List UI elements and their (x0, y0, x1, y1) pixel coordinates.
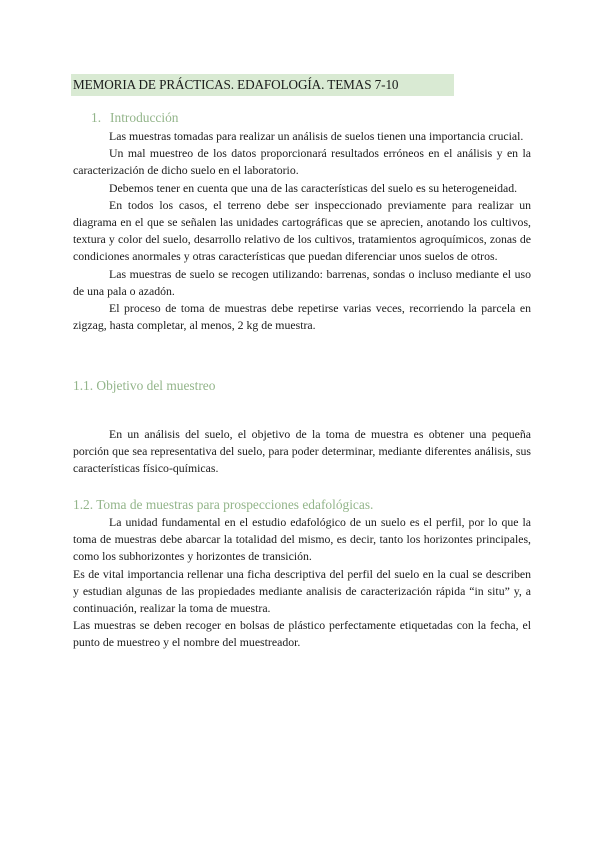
section-heading-toma-muestras: 1.2. Toma de muestras para prospecciones edafológicas. (73, 497, 374, 512)
section-heading-objetivo: 1.1. Objetivo del muestreo (73, 378, 216, 393)
paragraph: En un análisis del suelo, el objetivo de la toma de muestra es obtener una pequeña porción que sea representativa del suelo, para poder determinar, mediante diferentes análisis, sus características físico-químicas. (73, 427, 531, 476)
section-number: 1. (91, 110, 102, 125)
paragraph: El proceso de toma de muestras debe repetirse varias veces, recorriendo la parcela en zigzag, hasta completar, al menos, 2 kg de muestra. (73, 301, 531, 333)
paragraph: Las muestras tomadas para realizar un análisis de suelos tienen una importancia crucial. (109, 129, 524, 143)
introduccion-body (73, 128, 531, 334)
paragraph: Es de vital importancia rellenar una ficha descriptiva del perfil del suelo en la cual se describen y estudian algunas de las propiedades mediante analisis de caracterización rápida “in situ” y, a continuación, realizar la toma de muestra. (73, 566, 531, 616)
paragraph: Las muestras de suelo se recogen utilizando: barrenas, sondas o incluso mediante el uso de una pala o azadón. (73, 266, 531, 298)
paragraph: Las muestras se deben recoger en bolsas de plástico perfectamente etiquetadas con la fecha, el punto de muestreo y el nombre del muestreador. (73, 618, 531, 650)
paragraph: Debemos tener en cuenta que una de las características del suelo es su heterogeneidad. (109, 180, 518, 195)
section-heading-introduccion (91, 110, 178, 126)
document-title: MEMORIA DE PRÁCTICAS. EDAFOLOGÍA. TEMAS 7-10 (71, 74, 454, 96)
section-heading-text: Introducción (110, 110, 179, 125)
objetivo-body (73, 426, 531, 478)
paragraph: La unidad fundamental en el estudio edafológico de un suelo es el perfil, por lo que la toma de muestras debe abarcar la totalidad del mismo, es decir, tanto los horizontes principales, como los subhorizontes y horizontes de transición. (73, 515, 531, 564)
paragraph: Un mal muestreo de los datos proporcionará resultados erróneos en el análisis y en la caracterización de dicho suelo en el laboratorio. (73, 146, 531, 178)
toma-muestras-body (73, 514, 531, 652)
paragraph: En todos los casos, el terreno debe ser inspeccionado previamente para realizar un diagrama en el que se señalen las unidades cartográficas que se aprecien, anotando los cultivos, textura y color del suelo, desarrollo relativo de los cultivos, tratamientos agroquímicos, zonas de condiciones anormales y otras características que puedan diferenciar unos suelos de otros. (73, 197, 531, 264)
